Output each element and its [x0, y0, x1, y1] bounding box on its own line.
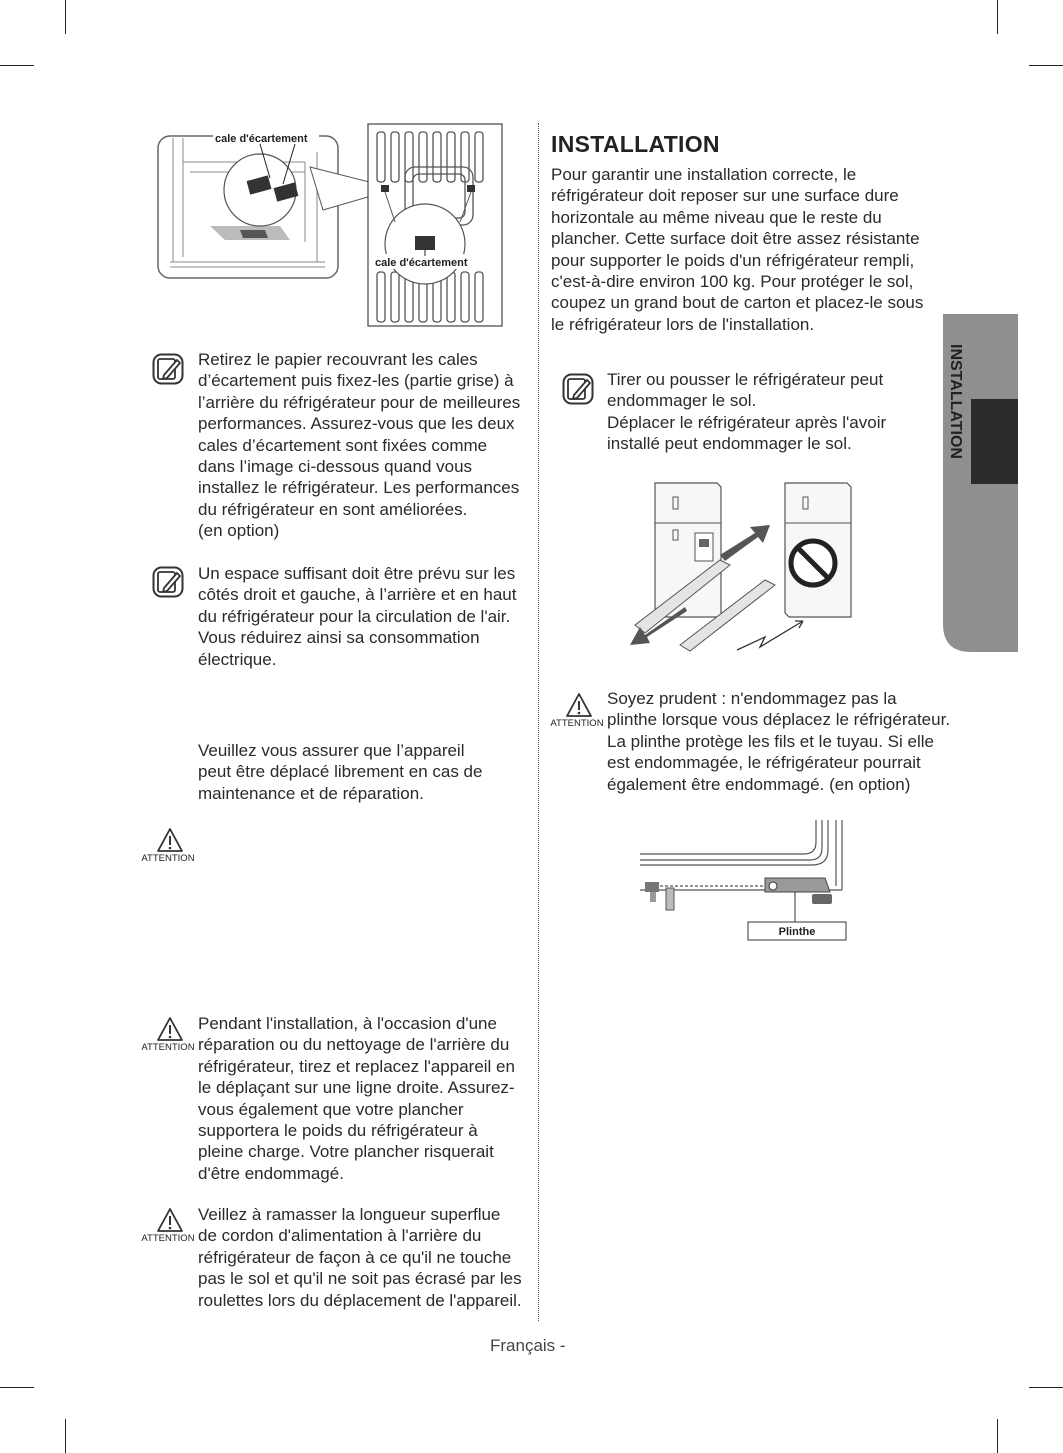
- note-air-circulation-text: [198, 563, 516, 670]
- note-pencil-icon: [562, 373, 594, 405]
- crop-mark: [1029, 1387, 1063, 1388]
- text-line: réfrigérateur, tirez et replacez l'appareil en: [198, 1056, 515, 1076]
- text-line: Retirez le papier recouvrant les cales: [198, 350, 478, 369]
- text-line: de cordon d'alimentation à l'arrière du: [198, 1226, 482, 1246]
- text-line: électrique.: [198, 649, 277, 669]
- text-line: installez le réfrigérateur. Les performances: [198, 478, 520, 498]
- text-line: cales d’écartement sont fixées comme: [198, 435, 488, 455]
- attention-label: ATTENTION: [141, 853, 195, 864]
- text-line: réfrigérateur doit reposer sur une surface dure: [551, 186, 899, 206]
- text-line: vous également que votre plancher: [198, 1099, 464, 1119]
- note-spacer-text: [198, 349, 520, 542]
- crop-mark: [0, 1387, 34, 1388]
- text-line: Veuillez vous assurer que l’appareil: [198, 741, 465, 760]
- text-line: Tirer ou pousser le réfrigérateur peut: [607, 370, 884, 389]
- plinth-figure: [640, 820, 855, 944]
- side-tab-label: [943, 314, 971, 652]
- text-line: peut être déplacé librement en cas de: [198, 762, 483, 782]
- spacer-installation-figure: [155, 122, 507, 330]
- text-line: Pour garantir une installation correcte, le: [551, 165, 857, 184]
- text-line: Un espace suffisant doit être prévu sur les: [198, 564, 516, 583]
- column-divider: [538, 123, 539, 1321]
- text-line: pleine charge. Votre plancher risquerait: [198, 1142, 494, 1162]
- text-line: roulettes lors du déplacement de l'appareil.: [198, 1290, 522, 1310]
- text-line: Veillez à ramasser la longueur superflue: [198, 1205, 501, 1224]
- text-line: également être endommagé. (en option): [607, 774, 911, 794]
- crop-mark: [65, 0, 66, 34]
- text-line: du réfrigérateur pour la circulation de l'air.: [198, 606, 511, 626]
- text-line: (en option): [198, 521, 280, 541]
- text-line: plinthe lorsque vous déplacez le réfrigérateur.: [607, 710, 951, 730]
- text-line: endommager le sol.: [607, 391, 757, 411]
- text-line: d'être endommagé.: [198, 1163, 344, 1183]
- section-heading: INSTALLATION: [551, 131, 720, 157]
- crop-mark: [0, 65, 34, 66]
- text-line: d’écartement puis fixez-les (partie grise) à: [198, 371, 514, 391]
- text-line: performances. Assurez-vous que les deux: [198, 414, 515, 434]
- text-line: Déplacer le réfrigérateur après l'avoir: [607, 412, 887, 432]
- attention-label: ATTENTION: [141, 1042, 195, 1053]
- text-line: La plinthe protège les fils et le tuyau. Si elle: [607, 731, 934, 751]
- crop-mark: [65, 1419, 66, 1453]
- attention-warning-icon: [140, 1014, 200, 1060]
- text-line: Pendant l'installation, à l'occasion d'une: [198, 1014, 497, 1033]
- attention-warning-icon: [549, 690, 609, 736]
- text-line: coupez un grand bout de carton et placez-le sous: [551, 293, 924, 313]
- spacer-label-b: cale d'écartement: [375, 257, 468, 269]
- text-line: supportera le poids du réfrigérateur à: [198, 1121, 478, 1141]
- note-pencil-icon: [152, 566, 184, 598]
- side-tab-text: INSTALLATION: [947, 344, 964, 459]
- text-line: c'est-à-dire environ 100 kg. Pour protéger le sol,: [551, 272, 914, 292]
- crop-mark: [1029, 65, 1063, 66]
- text-line: horizontale au même niveau que le reste du: [551, 207, 882, 227]
- text-line: côtés droit et gauche, à l’arrière et en haut: [198, 585, 517, 605]
- text-line: le déplaçant sur une ligne droite. Assurez-: [198, 1078, 515, 1098]
- fridge-moving-figure: [625, 475, 860, 655]
- attention-label: ATTENTION: [550, 718, 604, 729]
- attention-warning-icon: [140, 825, 200, 871]
- text-line: du réfrigérateur en sont améliorées.: [198, 499, 468, 519]
- text-line: Vous réduirez ainsi sa consommation: [198, 628, 480, 648]
- spacer-label-a: cale d'écartement: [215, 133, 308, 145]
- attention-warning-icon: [140, 1205, 200, 1251]
- note-pencil-icon: [152, 353, 184, 385]
- text-line: Soyez prudent : n'endommagez pas la: [607, 689, 897, 708]
- installation-intro-text: [551, 164, 923, 335]
- text-line: dans l’image ci-dessous quand vous: [198, 457, 473, 477]
- attention-move-straight-text: [198, 1013, 515, 1184]
- text-line: installé peut endommager le sol.: [607, 434, 852, 454]
- text-line: maintenance et de réparation.: [198, 783, 424, 803]
- attention-label: ATTENTION: [141, 1233, 195, 1244]
- text-line: l’arrière du réfrigérateur pour de meilleures: [198, 392, 521, 412]
- plinth-label: Plinthe: [778, 926, 816, 938]
- maintenance-text: [198, 740, 482, 804]
- page-footer: Français -: [490, 1336, 566, 1355]
- text-line: pas le sol et qu'il ne soit pas écrasé par les: [198, 1269, 522, 1289]
- text-line: réparation ou du nettoyage de l'arrière du: [198, 1035, 510, 1055]
- crop-mark: [997, 1419, 998, 1453]
- crop-mark: [997, 0, 998, 34]
- text-line: pour supporter le poids d'un réfrigérateur rempli,: [551, 250, 915, 270]
- text-line: réfrigérateur de façon à ce qu'il ne touche: [198, 1247, 512, 1267]
- attention-power-cord-text: [198, 1204, 522, 1311]
- attention-plinth-text: [607, 688, 950, 795]
- note-floor-damage-text: [607, 369, 886, 455]
- text-line: est endommagée, le réfrigérateur pourrait: [607, 753, 921, 773]
- text-line: le réfrigérateur lors de l'installation.: [551, 314, 815, 334]
- text-line: plancher. Cette surface doit être assez résistante: [551, 229, 920, 249]
